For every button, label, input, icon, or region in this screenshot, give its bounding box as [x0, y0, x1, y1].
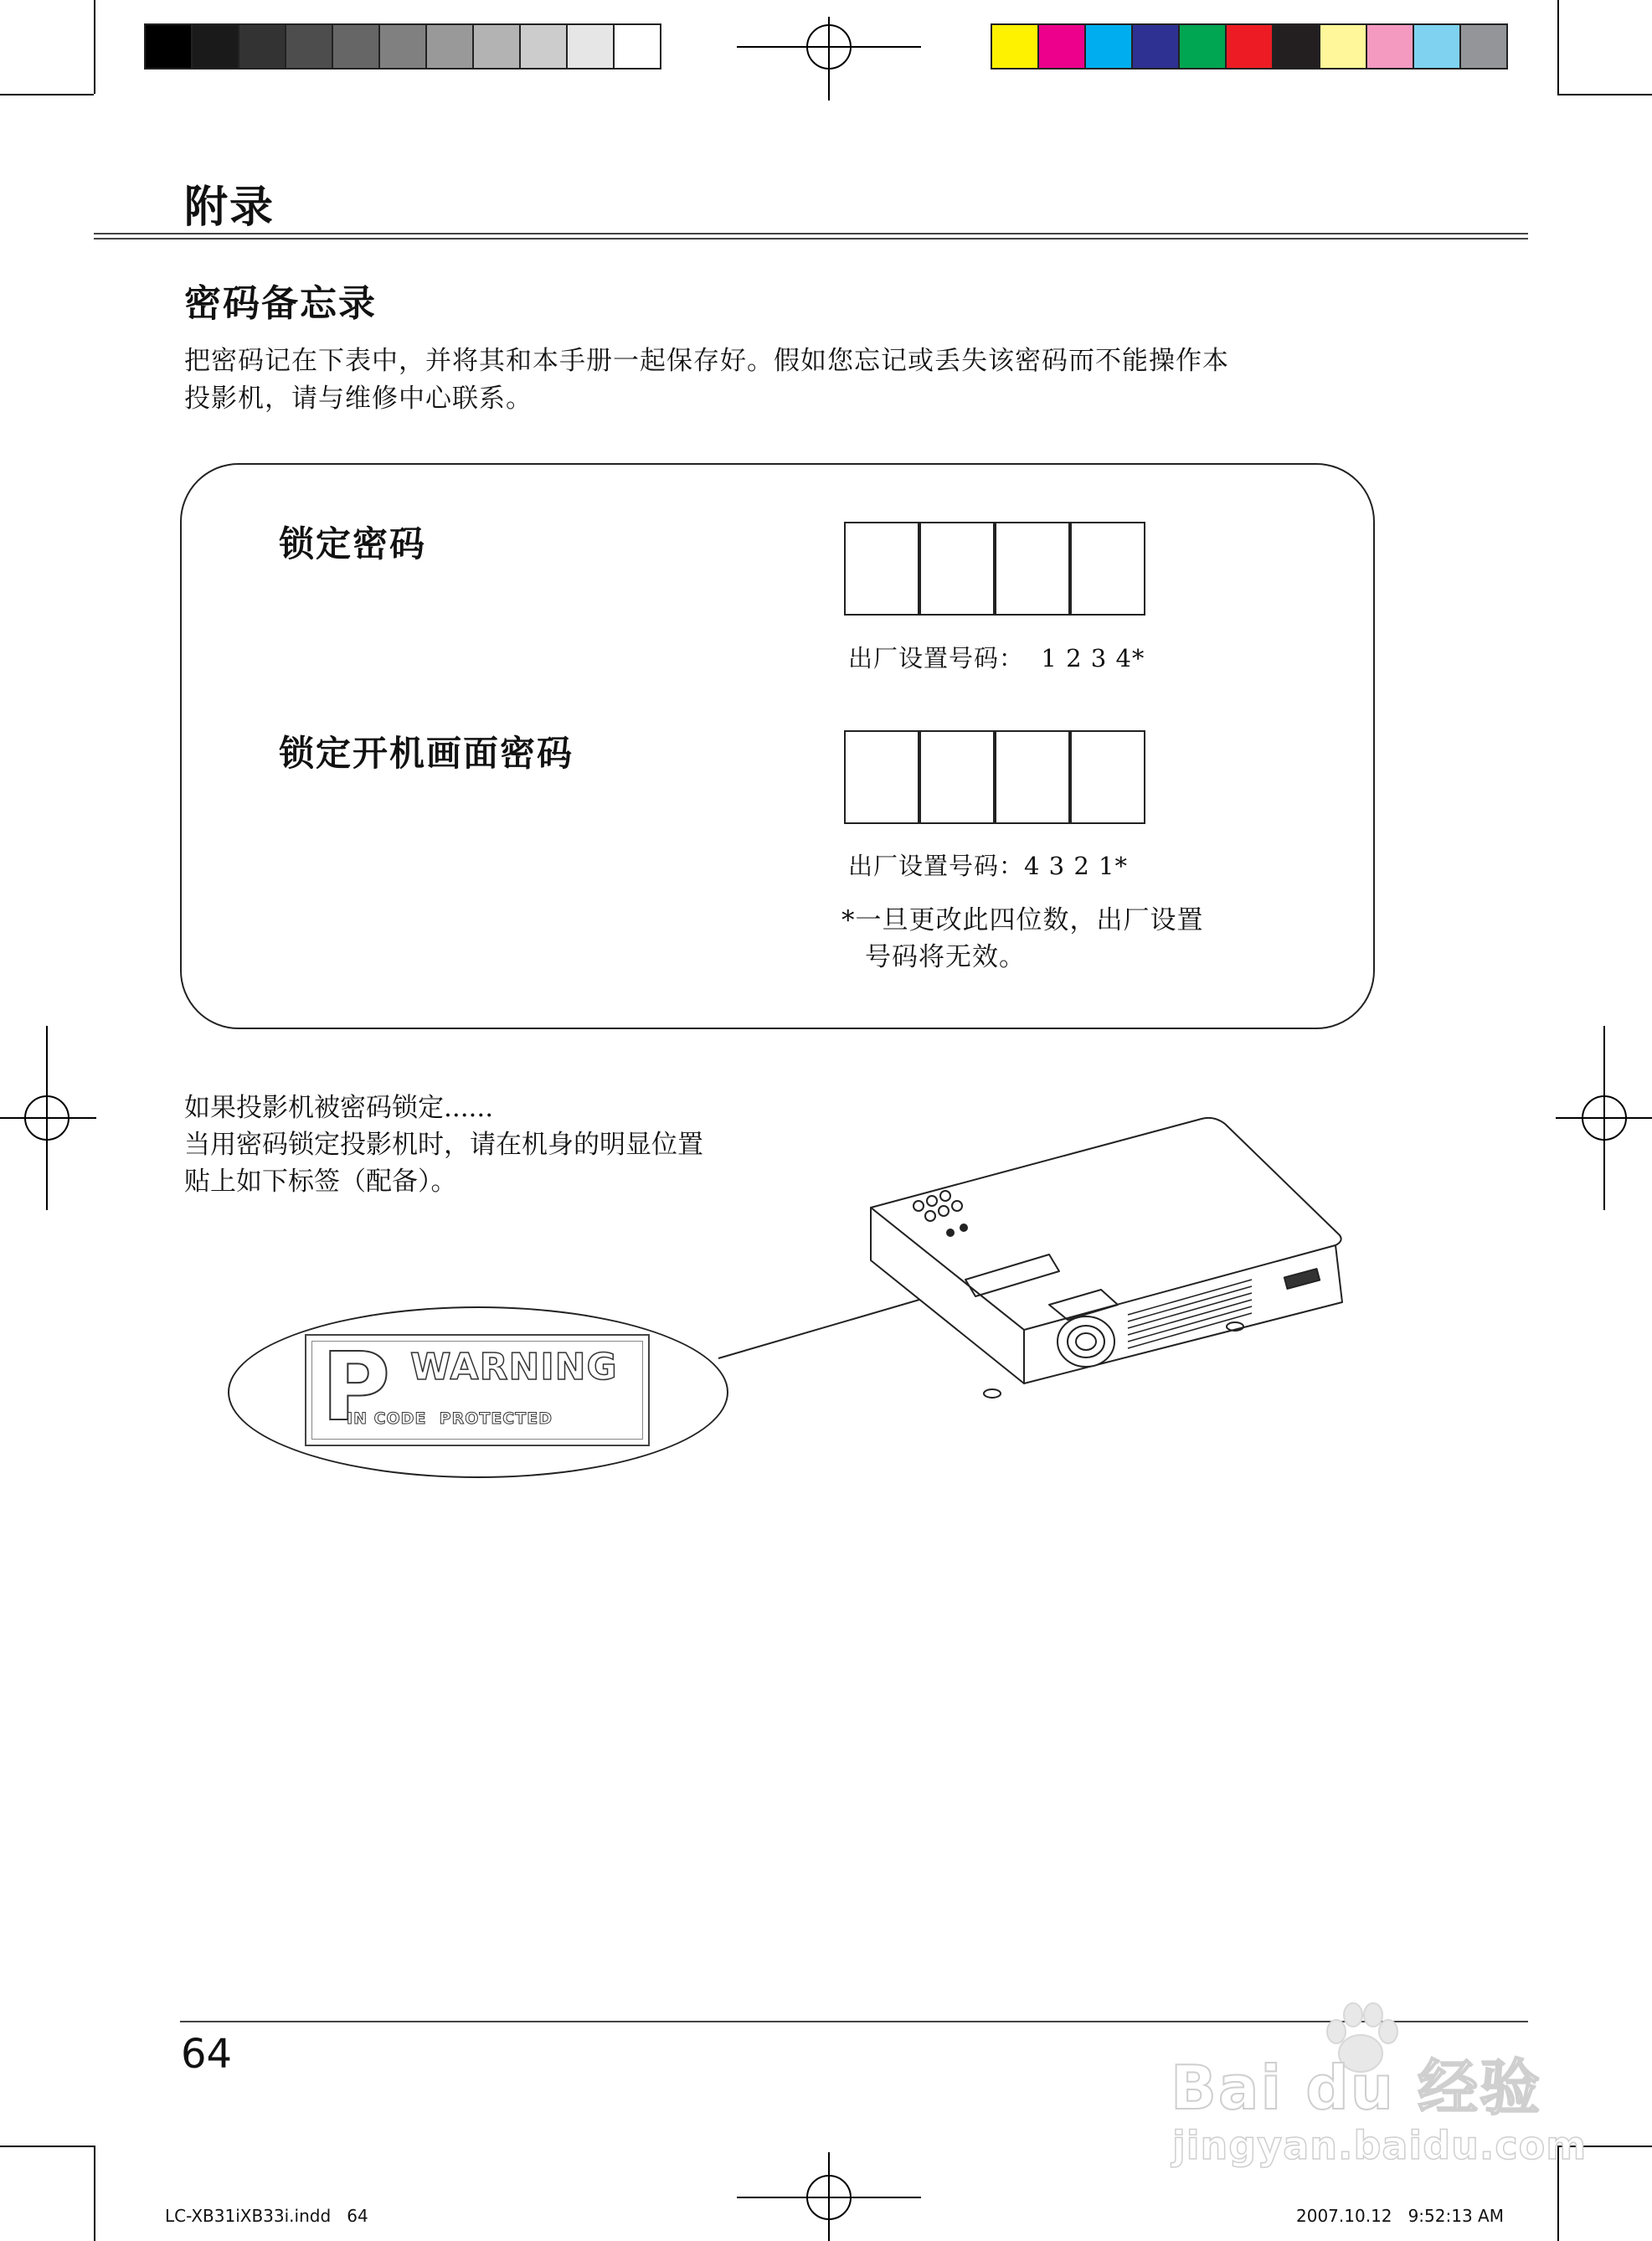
- footer-file-name: LC-XB31iXB33i.indd 64: [165, 2206, 368, 2226]
- page-number: 64: [181, 2031, 233, 2078]
- sticker-p-letter: P: [322, 1333, 391, 1442]
- lock-pin-default: 出厂设置号码： 1 2 3 4*: [848, 644, 1145, 672]
- section-title: 附录: [184, 183, 275, 233]
- projector-illustration: [867, 1114, 1352, 1419]
- locked-line-2: 当用密码锁定投影机时，请在机身的明显位置: [184, 1130, 703, 1160]
- logo-pin-default: 出厂设置号码：4 3 2 1*: [848, 852, 1128, 880]
- pin-warning-sticker: [305, 1334, 650, 1446]
- watermark-url: jingyan.baidu.com: [1172, 2123, 1588, 2168]
- watermark-brand: Bai du 经验: [1171, 2053, 1542, 2123]
- sticker-pin-code-text: IN CODE PROTECTED: [347, 1409, 553, 1428]
- note-line-2: 号码将无效。: [865, 942, 1026, 972]
- locked-line-3: 贴上如下标签（配备）。: [184, 1167, 457, 1197]
- footer-timestamp: 2007.10.12 9:52:13 AM: [1296, 2206, 1504, 2226]
- locked-line-1: 如果投影机被密码锁定......: [184, 1093, 494, 1123]
- page-heading: 密码备忘录: [184, 282, 377, 325]
- intro-line-1: 把密码记在下表中，并将其和本手册一起保存好。假如您忘记或丢失该密码而不能操作本: [184, 346, 1229, 376]
- logo-pin-label: 锁定开机画面密码: [279, 733, 574, 774]
- intro-line-2: 投影机，请与维修中心联系。: [184, 384, 533, 414]
- sticker-warning-text: WARNING: [410, 1346, 618, 1388]
- lock-pin-label: 锁定密码: [279, 523, 427, 564]
- note-line-1: *一旦更改此四位数，出厂设置: [841, 905, 1204, 935]
